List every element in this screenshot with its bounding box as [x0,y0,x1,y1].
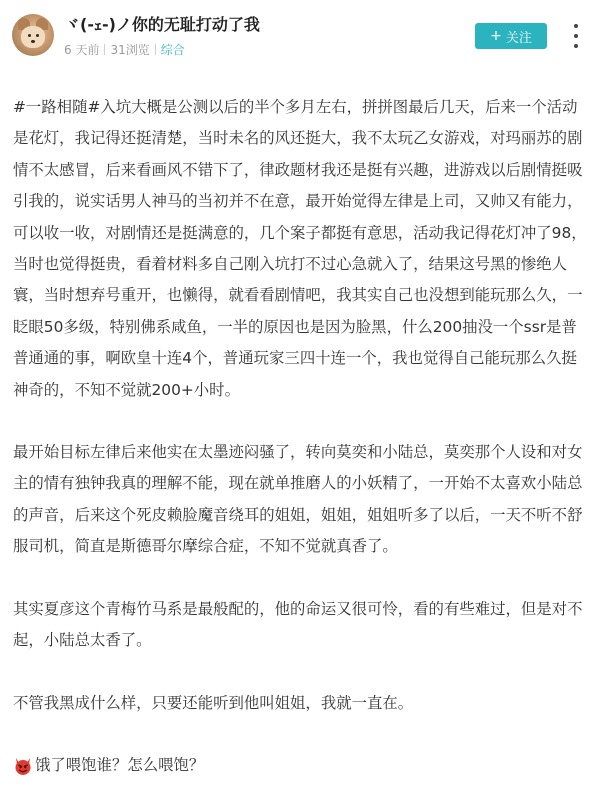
question-text: 饿了喂饱谁？怎么喂饱？ [35,755,205,774]
paragraph: 不管我黑成什么样，只要还能听到他叫姐姐，我就一直在。 [13,693,414,712]
follow-label: 关注 [505,30,532,46]
paragraph: 其实夏彦这个青梅竹马系是最般配的，他的命运又很可怜，看的有些难过，但是对不起，小陆总太香了。 [13,599,583,650]
meta-divider [155,44,156,55]
post-meta [64,41,185,58]
post-header [0,0,601,72]
paragraph: 最开始目标左律后来他实在太墨迹闷骚了，转向莫奕和小陆总，莫奕那个人设和对女主的情有独钟我真的理解不能，现在就单推磨人的小妖精了，一开始不太喜欢小陆总的声音，后来这个死皮赖脸魔音绕耳的姐姐，姐姐，姐姐听多了以后，一天不听不舒服司机，简直是斯德哥尔摩综合症，不知不觉就真香了。 [13,443,583,556]
avatar[interactable] [12,14,54,56]
post-title: ヾ(-ｪ-)ノ你的无耻打动了我 [64,15,260,34]
post-content [13,92,588,781]
meta-divider [104,44,105,55]
paragraph: #一路相随#入坑大概是公测以后的半个多月左右，拼拼图最后几天，后来一个活动是花灯，我记得还挺清楚，当时未名的风还挺大，我不太玩乙女游戏，对玛丽苏的剧情不太感冒，后来看画风不错下了，律政题材我还是挺有兴趣，进游戏以后剧情挺吸引我的，说实话男人神马的当初并不在意，最开始觉得左律是上司，又帅又有能力，可以收一收，对剧情还是挺满意的，几个案子都挺有意思，活动我记得花灯冲了98，当时也觉得挺贵，看着材料多自己刚入坑打不过心急就入了，结果这号黑的惨绝人寰，当时想弃号重开，也懒得，就看看剧情吧，我其实自己也没想到能玩那么久，一眨眼50多级，特别佛系咸鱼，一半的原因也是因为脸黑，什么200抽没一个ssr是普普通通的事，啊欧皇十连4个，普通玩家三四十连一个，我也觉得自己能玩那么久挺神奇的，不知不觉就200+小时。 [13,98,587,399]
more-vertical-icon[interactable] [568,24,584,48]
devil-emoji-icon [13,756,33,776]
question-line [13,750,588,781]
view-count: 31浏览 [110,43,150,57]
plus-icon: + [490,28,502,44]
category-tag[interactable]: 综合 [160,43,185,57]
follow-button[interactable] [475,23,547,49]
post-time: 6 天前 [64,43,100,57]
